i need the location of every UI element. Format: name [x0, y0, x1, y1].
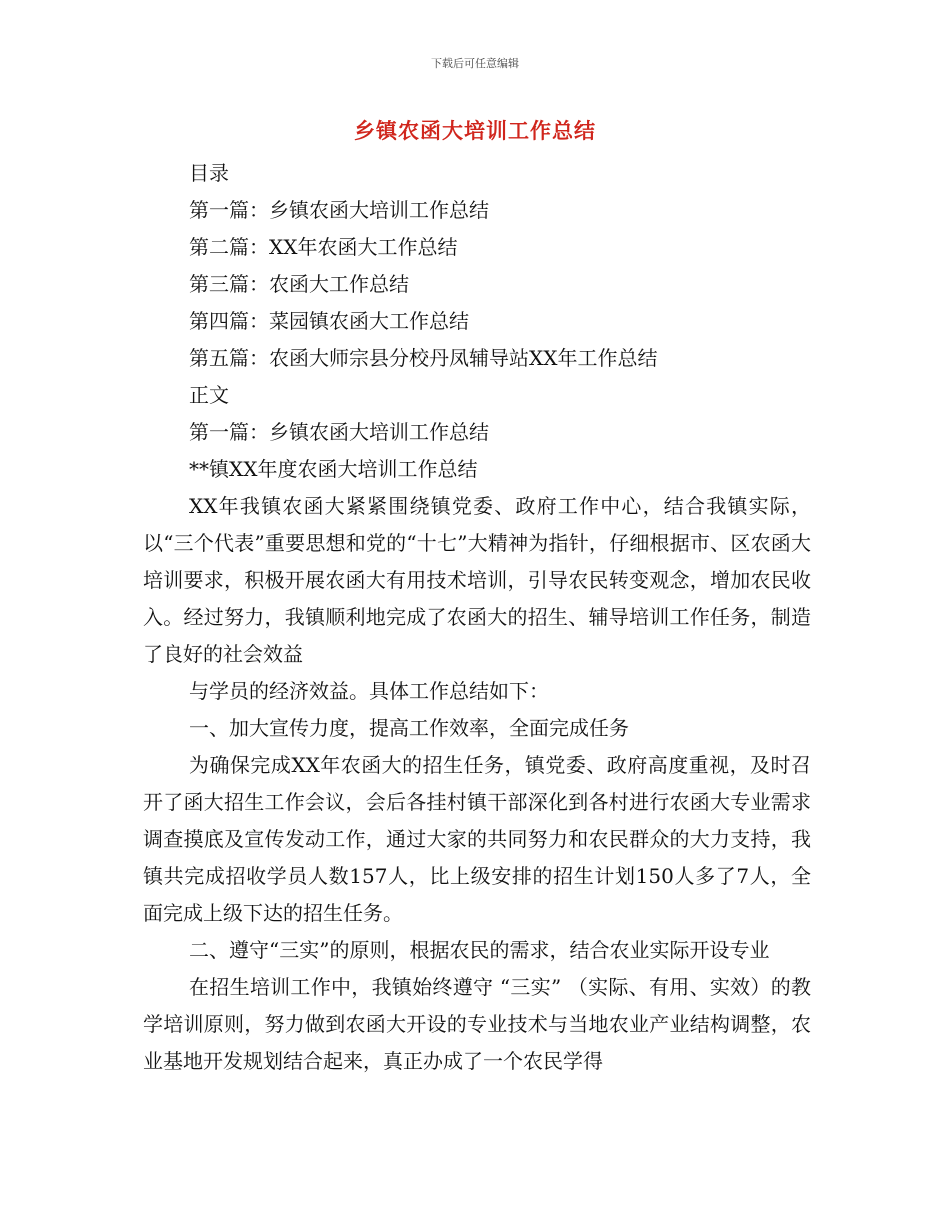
toc-item-1: 第一篇：乡镇农函大培训工作总结	[189, 198, 489, 222]
toc-heading: 目录	[189, 161, 229, 185]
toc-item-4: 第四篇：菜园镇农函大工作总结	[189, 309, 469, 333]
document-body	[143, 155, 811, 1080]
section-1-title: 一、加大宣传力度，提高工作效率，全面完成任务	[189, 716, 629, 740]
header-note: 下载后可任意编辑	[431, 57, 519, 70]
document-title: 乡镇农函大培训工作总结	[354, 119, 596, 143]
section-2-title: 二、遵守“三实”的原则，根据农民的需求，结合农业实际开设专业	[189, 938, 770, 962]
paragraph-intro-continued: 与学员的经济效益。具体工作总结如下：	[189, 679, 549, 703]
toc-item-2: 第二篇：XX年农函大工作总结	[189, 235, 458, 259]
paragraph-section-1: 为确保完成XX年农函大的招生任务，镇党委、政府高度重视，及时召开了函大招生工作会议，会后各挂村镇干部深化到各村进行农函大专业需求调查摸底及宣传发动工作，通过大家的共同努力和农民群众的大力支持，我镇共完成招收学员人数157人，比上级安排的招生计划150人多了7人，全面完成上级下达的招生任务。	[143, 753, 811, 925]
toc-item-3: 第三篇：农函大工作总结	[189, 272, 409, 296]
toc-item-5: 第五篇：农函大师宗县分校丹凤辅导站XX年工作总结	[189, 346, 658, 370]
subtitle: **镇XX年度农函大培训工作总结	[189, 457, 478, 481]
chapter-title: 第一篇：乡镇农函大培训工作总结	[189, 420, 489, 444]
paragraph-intro: XX年我镇农函大紧紧围绕镇党委、政府工作中心，结合我镇实际，以“三个代表”重要思想和党的“十七”大精神为指针，仔细根据市、区农函大培训要求，积极开展农函大有用技术培训，引导农民转变观念，增加农民收入。经过努力，我镇顺利地完成了农函大的招生、辅导培训工作任务，制造了良好的社会效益	[143, 494, 811, 666]
body-heading: 正文	[189, 383, 229, 407]
paragraph-section-2: 在招生培训工作中，我镇始终遵守 “三实” （实际、有用、实效）的教学培训原则，努力做到农函大开设的专业技术与当地农业产业结构调整，农业基地开发规划结合起来，真正办成了一个农民学得	[143, 975, 811, 1073]
